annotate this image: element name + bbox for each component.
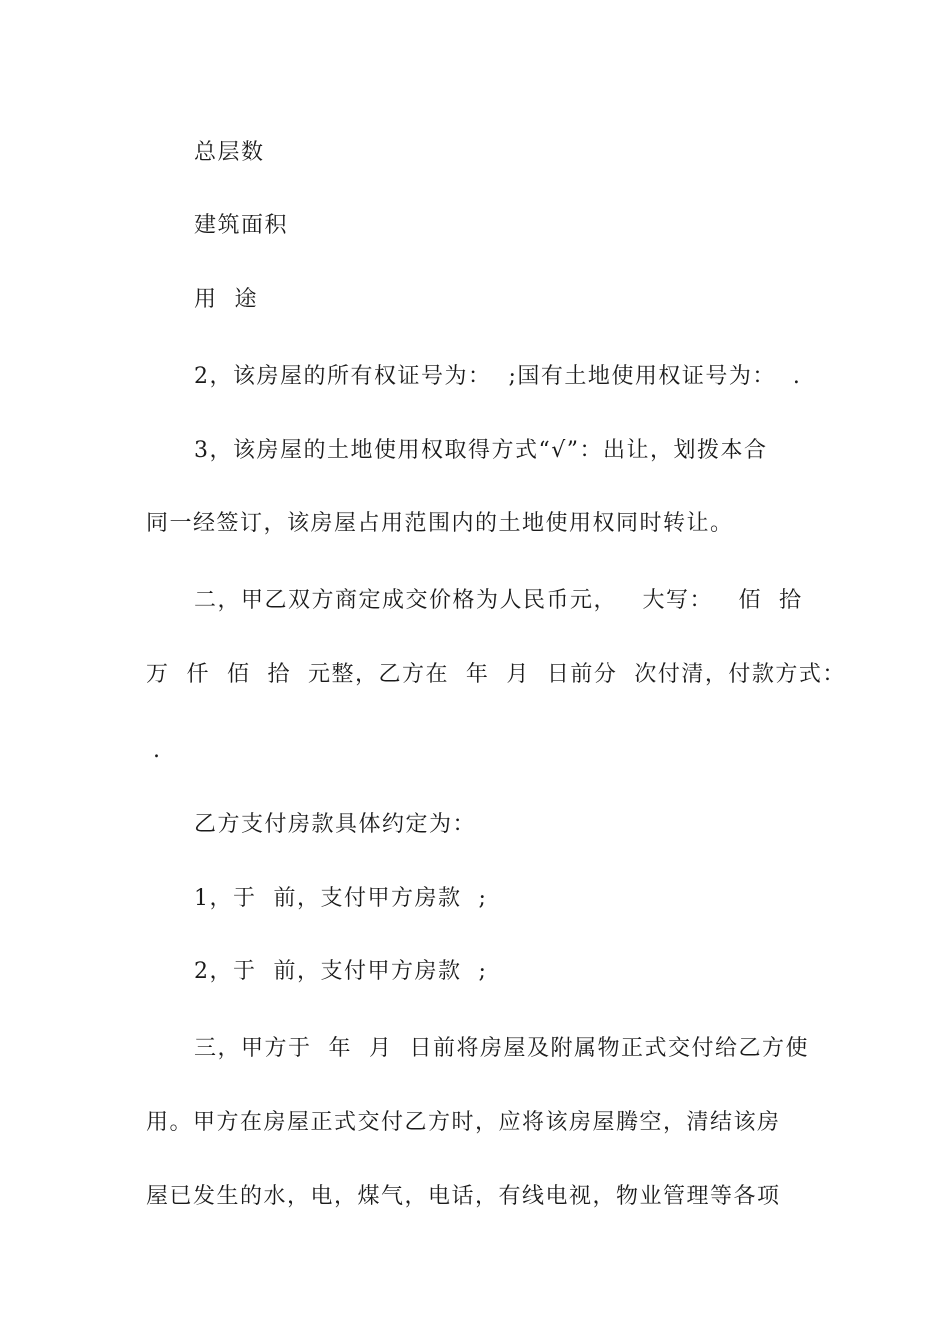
text-line-utilities: 屋已发生的水，电，煤气，电话，有线电视，物业管理等各项: [146, 1184, 781, 1209]
text-line-payment-1: 1，于 前，支付甲方房款 ;: [194, 886, 488, 911]
text-line-payment-2: 2，于 前，支付甲方房款 ;: [194, 959, 488, 984]
text-line-price-clause: 二，甲乙双方商定成交价格为人民币元， 大写： 佰 拾: [194, 588, 803, 613]
text-line-handover-details: 用。甲方在房屋正式交付乙方时，应将该房屋腾空，清结该房: [146, 1110, 781, 1135]
text-line-land-use-right: 3，该房屋的土地使用权取得方式“√”：出让，划拨本合: [194, 438, 768, 463]
text-line-usage: 用 途: [194, 287, 258, 312]
text-line-land-transfer: 同一经签订，该房屋占用范围内的土地使用权同时转让。: [146, 511, 734, 536]
text-line-payment-amount: 万 仟 佰 拾 元整，乙方在 年 月 日前分 次付清，付款方式：: [146, 662, 846, 687]
text-line-certificate-numbers: 2，该房屋的所有权证号为： ;国有土地使用权证号为： .: [194, 364, 802, 389]
text-line-total-floors: 总层数: [194, 140, 265, 165]
text-line-handover-clause: 三，甲方于 年 月 日前将房屋及附属物正式交付给乙方使: [194, 1036, 809, 1061]
text-line-period: .: [153, 738, 162, 763]
text-line-payment-terms-heading: 乙方支付房款具体约定为：: [194, 812, 477, 837]
text-line-floor-area: 建筑面积: [194, 213, 289, 238]
